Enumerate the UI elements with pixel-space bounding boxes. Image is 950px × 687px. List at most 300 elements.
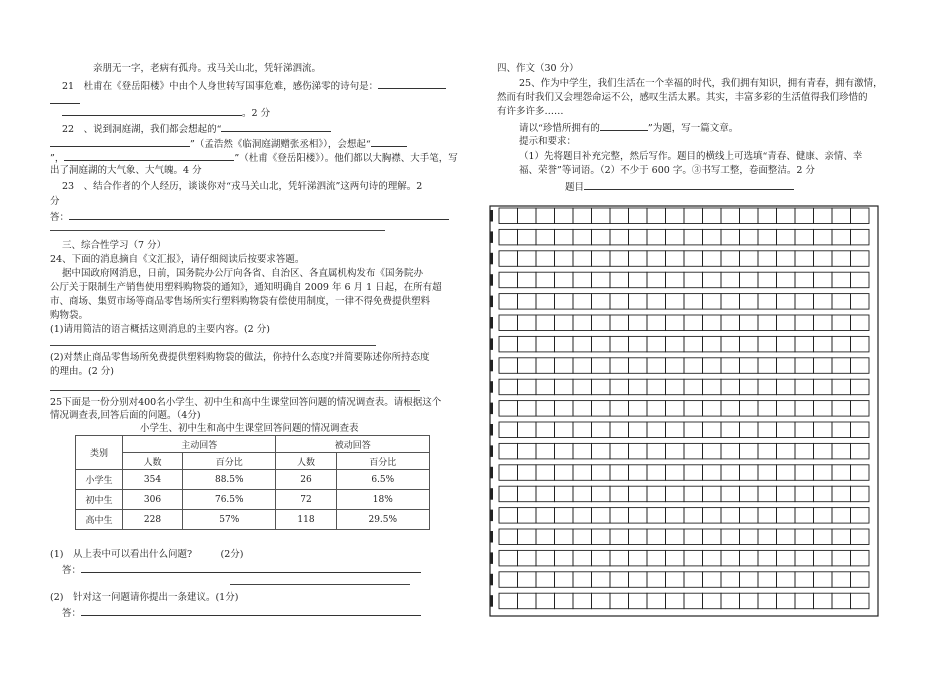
grid-cell[interactable] [758,272,777,288]
answer-blank[interactable] [371,137,407,147]
grid-cell[interactable] [795,294,814,310]
grid-cell[interactable] [629,465,648,481]
grid-cell[interactable] [499,593,518,609]
grid-cell[interactable] [814,550,833,566]
grid-cell[interactable] [629,443,648,459]
grid-cell[interactable] [814,379,833,395]
grid-cell[interactable] [499,529,518,545]
grid-cell[interactable] [592,550,611,566]
grid-cell[interactable] [647,465,666,481]
grid-cell[interactable] [536,251,555,266]
grid-cell[interactable] [721,486,740,502]
grid-cell[interactable] [777,315,796,331]
grid-cell[interactable] [647,401,666,417]
grid-cell[interactable] [647,379,666,395]
grid-cell[interactable] [777,486,796,502]
grid-cell[interactable] [740,422,759,438]
grid-cell[interactable] [629,251,648,266]
grid-cell[interactable] [684,443,703,459]
grid-cell[interactable] [721,508,740,523]
grid-cell[interactable] [499,358,518,374]
grid-cell[interactable] [740,550,759,566]
grid-cell[interactable] [795,251,814,266]
grid-cell[interactable] [684,272,703,288]
grid-cell[interactable] [795,379,814,395]
grid-cell[interactable] [851,229,870,245]
answer-blank[interactable] [50,137,190,147]
grid-cell[interactable] [592,336,611,352]
grid-cell[interactable] [684,229,703,245]
answer-blank[interactable] [221,122,331,132]
grid-cell[interactable] [777,443,796,459]
grid-cell[interactable] [518,529,537,545]
grid-cell[interactable] [647,486,666,502]
grid-cell[interactable] [536,272,555,288]
grid-cell[interactable] [592,529,611,545]
grid-cell[interactable] [573,272,592,288]
grid-cell[interactable] [573,529,592,545]
grid-cell[interactable] [703,208,722,224]
grid-cell[interactable] [647,336,666,352]
grid-cell[interactable] [499,443,518,459]
grid-cell[interactable] [832,315,851,331]
grid-cell[interactable] [647,229,666,245]
essay-title-blank[interactable] [600,121,648,131]
grid-cell[interactable] [610,529,629,545]
grid-cell[interactable] [518,422,537,438]
answer-line[interactable] [50,390,420,391]
grid-cell[interactable] [629,208,648,224]
grid-cell[interactable] [610,593,629,609]
grid-cell[interactable] [610,443,629,459]
grid-cell[interactable] [555,529,574,545]
grid-cell[interactable] [703,593,722,609]
grid-cell[interactable] [518,208,537,224]
grid-cell[interactable] [536,315,555,331]
grid-cell[interactable] [666,593,685,609]
grid-cell[interactable] [499,336,518,352]
grid-cell[interactable] [832,550,851,566]
grid-cell[interactable] [555,550,574,566]
grid-cell[interactable] [518,508,537,523]
grid-cell[interactable] [518,315,537,331]
grid-cell[interactable] [536,229,555,245]
grid-cell[interactable] [573,465,592,481]
grid-cell[interactable] [832,294,851,310]
grid-cell[interactable] [592,272,611,288]
grid-cell[interactable] [666,336,685,352]
grid-cell[interactable] [795,315,814,331]
grid-cell[interactable] [555,251,574,266]
grid-cell[interactable] [666,486,685,502]
grid-cell[interactable] [666,572,685,588]
composition-grid[interactable] [489,205,879,617]
grid-cell[interactable] [795,401,814,417]
grid-cell[interactable] [573,550,592,566]
grid-cell[interactable] [758,251,777,266]
grid-cell[interactable] [647,208,666,224]
grid-cell[interactable] [555,272,574,288]
grid-cell[interactable] [795,358,814,374]
grid-cell[interactable] [555,229,574,245]
grid-cell[interactable] [592,401,611,417]
grid-cell[interactable] [629,336,648,352]
grid-cell[interactable] [647,443,666,459]
grid-cell[interactable] [851,358,870,374]
answer-blank[interactable] [62,106,242,116]
grid-cell[interactable] [666,443,685,459]
grid-cell[interactable] [684,379,703,395]
grid-cell[interactable] [666,550,685,566]
grid-cell[interactable] [684,358,703,374]
grid-cell[interactable] [610,315,629,331]
grid-cell[interactable] [629,379,648,395]
grid-cell[interactable] [832,572,851,588]
grid-cell[interactable] [832,508,851,523]
grid-cell[interactable] [703,251,722,266]
grid-cell[interactable] [851,508,870,523]
grid-cell[interactable] [666,229,685,245]
grid-cell[interactable] [721,572,740,588]
grid-cell[interactable] [758,336,777,352]
grid-cell[interactable] [758,486,777,502]
grid-cell[interactable] [832,465,851,481]
grid-cell[interactable] [647,508,666,523]
grid-cell[interactable] [814,336,833,352]
grid-cell[interactable] [795,443,814,459]
grid-cell[interactable] [666,315,685,331]
grid-cell[interactable] [610,401,629,417]
grid-cell[interactable] [721,422,740,438]
grid-cell[interactable] [777,294,796,310]
grid-cell[interactable] [573,229,592,245]
grid-cell[interactable] [592,208,611,224]
grid-cell[interactable] [777,572,796,588]
grid-cell[interactable] [647,550,666,566]
grid-cell[interactable] [536,508,555,523]
grid-cell[interactable] [592,229,611,245]
grid-cell[interactable] [758,379,777,395]
answer-blank[interactable] [81,563,421,573]
grid-cell[interactable] [684,465,703,481]
grid-cell[interactable] [647,315,666,331]
grid-cell[interactable] [703,315,722,331]
grid-cell[interactable] [740,529,759,545]
grid-cell[interactable] [684,486,703,502]
grid-cell[interactable] [740,315,759,331]
grid-cell[interactable] [777,465,796,481]
grid-cell[interactable] [536,208,555,224]
grid-cell[interactable] [647,272,666,288]
grid-cell[interactable] [740,379,759,395]
grid-cell[interactable] [851,529,870,545]
grid-cell[interactable] [795,529,814,545]
grid-cell[interactable] [684,422,703,438]
grid-cell[interactable] [740,443,759,459]
grid-cell[interactable] [721,358,740,374]
grid-cell[interactable] [518,358,537,374]
grid-cell[interactable] [814,593,833,609]
grid-cell[interactable] [721,251,740,266]
grid-cell[interactable] [499,208,518,224]
grid-cell[interactable] [666,508,685,523]
grid-cell[interactable] [666,294,685,310]
grid-cell[interactable] [610,379,629,395]
grid-cell[interactable] [721,529,740,545]
grid-cell[interactable] [499,422,518,438]
grid-cell[interactable] [703,422,722,438]
grid-cell[interactable] [555,336,574,352]
grid-cell[interactable] [555,315,574,331]
grid-cell[interactable] [832,422,851,438]
grid-cell[interactable] [703,572,722,588]
grid-cell[interactable] [832,272,851,288]
grid-cell[interactable] [684,550,703,566]
grid-cell[interactable] [851,272,870,288]
grid-cell[interactable] [758,294,777,310]
grid-cell[interactable] [795,572,814,588]
grid-cell[interactable] [814,294,833,310]
grid-cell[interactable] [740,465,759,481]
grid-cell[interactable] [592,465,611,481]
grid-cell[interactable] [851,401,870,417]
grid-cell[interactable] [740,336,759,352]
grid-cell[interactable] [721,336,740,352]
grid-cell[interactable] [499,465,518,481]
grid-cell[interactable] [666,272,685,288]
grid-cell[interactable] [684,508,703,523]
grid-cell[interactable] [721,208,740,224]
grid-cell[interactable] [518,251,537,266]
grid-cell[interactable] [721,593,740,609]
grid-cell[interactable] [573,208,592,224]
grid-cell[interactable] [573,294,592,310]
grid-cell[interactable] [555,465,574,481]
grid-cell[interactable] [703,465,722,481]
grid-cell[interactable] [721,229,740,245]
grid-cell[interactable] [758,572,777,588]
grid-cell[interactable] [777,422,796,438]
grid-cell[interactable] [536,486,555,502]
grid-cell[interactable] [740,294,759,310]
grid-cell[interactable] [851,336,870,352]
grid-cell[interactable] [573,251,592,266]
grid-cell[interactable] [610,508,629,523]
grid-cell[interactable] [740,358,759,374]
grid-cell[interactable] [573,572,592,588]
grid-cell[interactable] [832,443,851,459]
grid-cell[interactable] [592,486,611,502]
grid-cell[interactable] [684,251,703,266]
grid-cell[interactable] [610,358,629,374]
grid-cell[interactable] [592,508,611,523]
grid-cell[interactable] [666,208,685,224]
grid-cell[interactable] [629,508,648,523]
grid-cell[interactable] [721,465,740,481]
grid-cell[interactable] [555,443,574,459]
grid-cell[interactable] [851,550,870,566]
grid-cell[interactable] [610,208,629,224]
grid-cell[interactable] [832,336,851,352]
grid-cell[interactable] [592,294,611,310]
grid-cell[interactable] [777,401,796,417]
grid-cell[interactable] [629,550,648,566]
grid-cell[interactable] [629,486,648,502]
grid-cell[interactable] [573,443,592,459]
grid-cell[interactable] [703,229,722,245]
grid-cell[interactable] [610,272,629,288]
grid-cell[interactable] [573,593,592,609]
grid-cell[interactable] [795,272,814,288]
grid-cell[interactable] [740,251,759,266]
grid-cell[interactable] [740,486,759,502]
grid-cell[interactable] [703,272,722,288]
grid-cell[interactable] [758,550,777,566]
grid-cell[interactable] [647,572,666,588]
grid-cell[interactable] [851,486,870,502]
grid-cell[interactable] [518,379,537,395]
grid-cell[interactable] [499,379,518,395]
grid-cell[interactable] [777,593,796,609]
grid-cell[interactable] [851,572,870,588]
grid-cell[interactable] [518,486,537,502]
answer-line[interactable] [50,345,376,346]
grid-cell[interactable] [684,336,703,352]
grid-cell[interactable] [703,508,722,523]
grid-cell[interactable] [777,251,796,266]
grid-cell[interactable] [573,486,592,502]
grid-cell[interactable] [851,443,870,459]
grid-cell[interactable] [536,358,555,374]
grid-cell[interactable] [536,379,555,395]
grid-cell[interactable] [814,208,833,224]
grid-cell[interactable] [684,315,703,331]
grid-cell[interactable] [721,379,740,395]
grid-cell[interactable] [518,336,537,352]
grid-cell[interactable] [777,550,796,566]
grid-cell[interactable] [555,508,574,523]
grid-cell[interactable] [703,486,722,502]
grid-cell[interactable] [777,379,796,395]
grid-cell[interactable] [499,401,518,417]
grid-cell[interactable] [629,315,648,331]
grid-cell[interactable] [832,486,851,502]
grid-cell[interactable] [666,379,685,395]
grid-cell[interactable] [795,593,814,609]
grid-cell[interactable] [740,572,759,588]
grid-cell[interactable] [795,486,814,502]
grid-cell[interactable] [536,550,555,566]
grid-cell[interactable] [647,422,666,438]
grid-cell[interactable] [573,401,592,417]
grid-cell[interactable] [814,572,833,588]
grid-cell[interactable] [703,529,722,545]
grid-cell[interactable] [851,465,870,481]
grid-cell[interactable] [814,529,833,545]
grid-cell[interactable] [518,550,537,566]
grid-cell[interactable] [499,508,518,523]
grid-cell[interactable] [814,401,833,417]
grid-cell[interactable] [555,486,574,502]
grid-cell[interactable] [758,465,777,481]
grid-cell[interactable] [740,401,759,417]
grid-cell[interactable] [777,272,796,288]
grid-cell[interactable] [758,529,777,545]
grid-cell[interactable] [740,272,759,288]
grid-cell[interactable] [721,443,740,459]
grid-cell[interactable] [610,486,629,502]
grid-cell[interactable] [703,379,722,395]
grid-cell[interactable] [758,508,777,523]
grid-cell[interactable] [666,358,685,374]
grid-cell[interactable] [629,294,648,310]
grid-cell[interactable] [610,336,629,352]
grid-cell[interactable] [703,294,722,310]
grid-cell[interactable] [499,294,518,310]
grid-cell[interactable] [684,529,703,545]
grid-cell[interactable] [666,401,685,417]
grid-cell[interactable] [814,358,833,374]
grid-cell[interactable] [832,208,851,224]
grid-cell[interactable] [814,315,833,331]
grid-cell[interactable] [536,401,555,417]
grid-cell[interactable] [851,208,870,224]
grid-cell[interactable] [518,593,537,609]
grid-cell[interactable] [721,550,740,566]
grid-cell[interactable] [758,229,777,245]
grid-cell[interactable] [592,358,611,374]
grid-cell[interactable] [721,401,740,417]
grid-cell[interactable] [814,251,833,266]
grid-cell[interactable] [814,443,833,459]
grid-cell[interactable] [629,229,648,245]
grid-cell[interactable] [592,422,611,438]
grid-cell[interactable] [758,443,777,459]
grid-cell[interactable] [629,401,648,417]
grid-cell[interactable] [777,336,796,352]
grid-cell[interactable] [573,508,592,523]
grid-cell[interactable] [573,315,592,331]
grid-cell[interactable] [536,529,555,545]
grid-cell[interactable] [647,529,666,545]
grid-cell[interactable] [573,336,592,352]
grid-cell[interactable] [592,315,611,331]
grid-cell[interactable] [832,593,851,609]
grid-cell[interactable] [684,401,703,417]
grid-cell[interactable] [629,358,648,374]
grid-cell[interactable] [518,572,537,588]
grid-cell[interactable] [795,229,814,245]
grid-cell[interactable] [518,443,537,459]
grid-cell[interactable] [610,229,629,245]
grid-cell[interactable] [573,422,592,438]
grid-cell[interactable] [832,401,851,417]
grid-cell[interactable] [610,294,629,310]
grid-cell[interactable] [499,550,518,566]
grid-cell[interactable] [499,251,518,266]
grid-cell[interactable] [555,358,574,374]
grid-cell[interactable] [795,208,814,224]
grid-cell[interactable] [758,422,777,438]
grid-cell[interactable] [851,294,870,310]
answer-blank[interactable] [64,151,234,161]
grid-cell[interactable] [629,272,648,288]
grid-cell[interactable] [740,229,759,245]
grid-cell[interactable] [610,465,629,481]
grid-cell[interactable] [592,443,611,459]
grid-cell[interactable] [795,508,814,523]
grid-cell[interactable] [814,508,833,523]
